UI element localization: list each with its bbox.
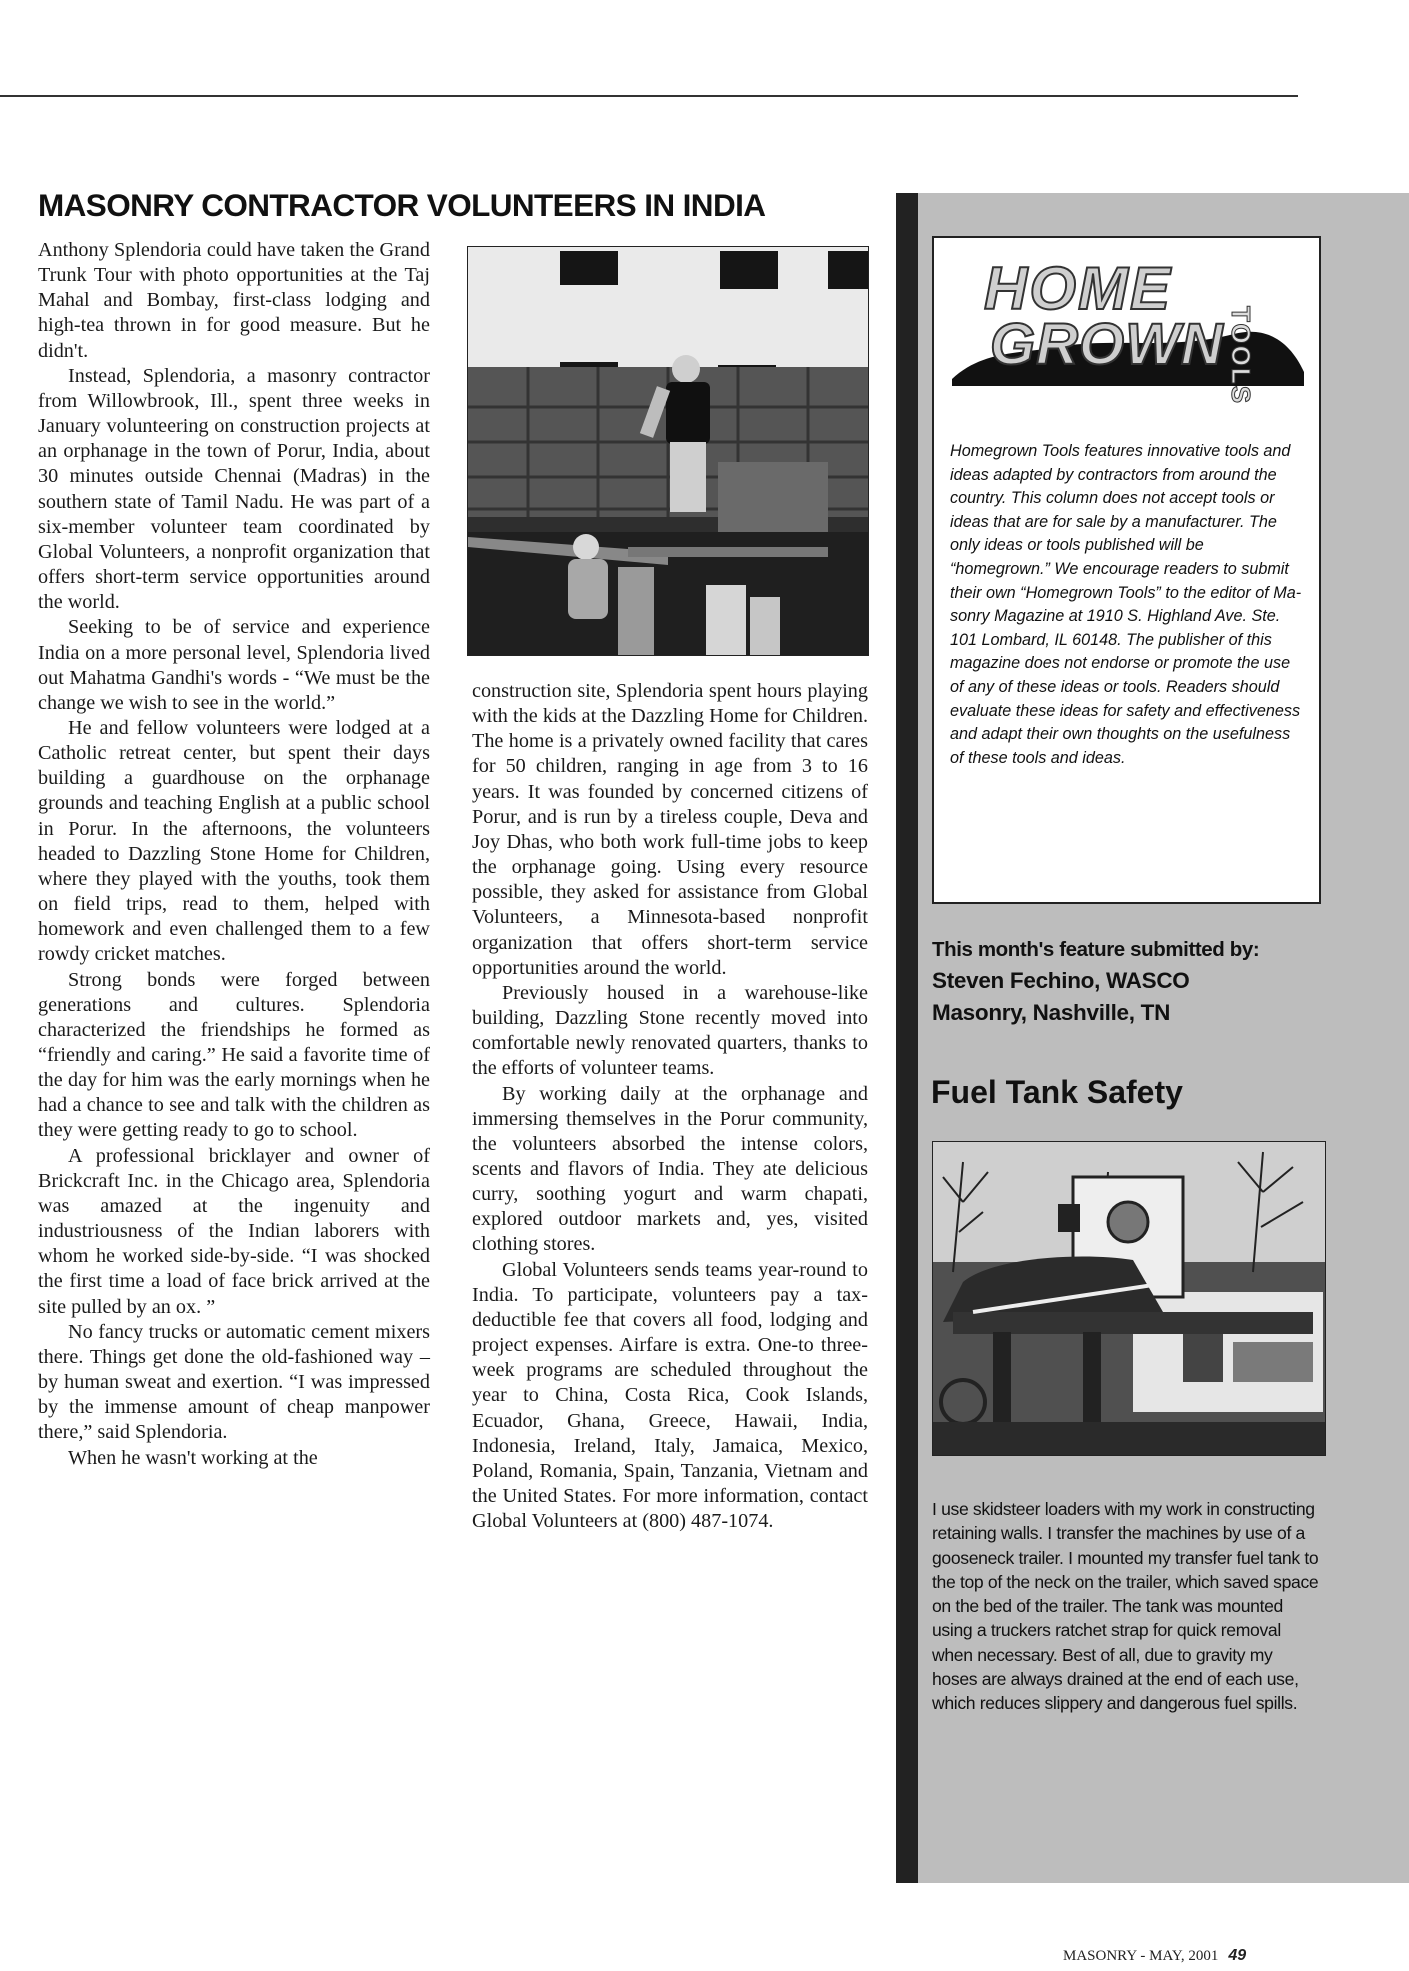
paragraph: Strong bonds were forged between generations and cultures. Splendoria characterized the friendships he formed as “friendly and caring.” He said a favorite time of the day for him was the early mornings when he had a chance to see and talk with the children as they were getting ready to go to school. [38,968,430,1142]
paragraph: Seeking to be of service and experience India on a more personal level, Splendoria lived out Mahatma Gandhi's words - “We must be the change we wish to see in the world.” [38,616,430,714]
article-headline: MASONRY CONTRACTOR VOLUNTEERS IN INDIA [38,187,766,223]
sidebar-rule [896,193,918,1883]
paragraph: Anthony Splendoria could have taken the Grand Trunk Tour with photo opportunities at the Taj Mahal and Bombay, first-class lodging and high-tea thrown in for good measure. But he didn't. [38,239,430,362]
paragraph: Instead, Splendoria, a masonry contractor from Willowbrook, Ill., spent three weeks in January volunteering on construction projects at an orphanage in the town of Porur, India, about 30 minutes outside Chennai (Madras) in the southern state of Tamil Nadu. He was part of a six-member volunteer team coordinated by Global Volunteers, a nonprofit organization that offers short-term service opportunities around the world. [38,364,430,614]
page-footer [1063,1947,1246,1965]
paragraph: No fancy trucks or automatic cement mixers there. Things get done the old-fashioned way – by human sweat and exertion. “I was impressed by the immense amount of cheap manpower there,” said Splendoria. [38,1320,430,1444]
submitted-label: This month's feature submitted by: [932,938,1260,961]
fuel-tank-trailer-photo [932,1141,1326,1456]
top-rule [0,95,1298,97]
homegrown-intro: Homegrown Tools features innovative tools and ideas adapted by contractors from around the country. This column does not accept tools or ideas that are for sale by a manufacturer. The only ideas or tools published will be “homegrown.” We encourage readers to submit their own “Homegrown Tools” to the editor of Masonry Magazine at 1910 S. Highland Ave. Ste. 101 Lombard, IL 60148. The publisher of this magazine does not endorse or promote the use of any of these ideas or tools. Readers should evaluate these ideas for safety and effectiveness and adapt their own thoughts on the usefulness of these tools and ideas. [950,442,1302,767]
paragraph: A professional bricklayer and owner of Brickcraft Inc. in the Chicago area, Splendoria was amazed at the ingenuity and industriousness of the Indian laborers with whom he worked side-by-side. “I was shocked the first time a load of face brick arrived at the site pulled by an ox. ” [38,1144,430,1318]
paragraph: He and fellow volunteers were lodged at a Catholic retreat center, but spent their days building a guardhouse on the orphanage grounds and teaching English at a public school in Porur. In the afternoons, the volunteers headed to Dazzling Stone Home for Children, where they played with the youths, took them on field trips, read to them, helped with homework and even challenged them to a few rowdy cricket matches. [38,716,430,966]
paragraph: construction site, Splendoria spent hours playing with the kids at the Dazzling Home for Children. The home is a privately owned facility that cares for 50 children, ranging in age from 3 to 16 years. It was founded by concerned citizens of Porur, and is run by a tireless couple, Deva and Joy Dhas, who both work full-time jobs to keep the orphanage going. Using every resource possible, they asked for assistance from Global Volunteers, a Minnesota-based nonprofit organization that offers short-term service opportunities around the world. [472,680,868,979]
homegrown-logo-text: HOME GROWN [984,255,1224,377]
feature-title: Fuel Tank Safety [931,1074,1183,1110]
homegrown-tools-box [932,236,1321,904]
paragraph: Previously housed in a warehouse-like building, Dazzling Stone recently moved into comfortable newly renovated quarters, thanks to the efforts of volunteer teams. [472,981,868,1080]
submitted-by [932,935,1352,1029]
submitter-line-1: Steven Fechino, WASCO [932,968,1190,993]
india-construction-photo [467,246,869,656]
article-column-2 [472,679,868,1534]
homegrown-tools-logo [944,254,1310,406]
tools-logo-text: TOOLS [1226,306,1256,406]
footer-publication: MASONRY - MAY, 2001 [1063,1948,1219,1964]
page-number: 49 [1228,1947,1247,1964]
paragraph: By working daily at the orphanage and immersing themselves in the Porur community, the volunteers absorbed the intense colors, scents and flavors of India. They ate delicious curry, soothing yogurt and warm chapati, explored outdoor markets and, yes, visited clothing stores. [472,1082,868,1256]
submitter-line-2: Masonry, Nashville, TN [932,1000,1171,1025]
feature-body: I use skidsteer loaders with my work in constructing retaining walls. I transfer the machines by use of a gooseneck trailer. I mounted my transfer fuel tank to the top of the neck on the trailer, which saved space on the bed of the trailer. The tank was mounted using a truckers ratchet strap for quick removal when necessary. Best of all, due to gravity my hoses are always drained at the end of each use, which reduces slippery and dangerous fuel spills. [932,1499,1319,1714]
article-column-1 [38,238,430,1471]
paragraph: Global Volunteers sends teams year-round to India. To participate, volunteers pay a tax-deductible fee that covers all food, lodging and project expenses. Airfare is extra. One-to three-week programs are scheduled throughout the year to China, Costa Rica, Cook Islands, Ecuador, Ghana, Greece, Hawaii, India, Indonesia, Ireland, Italy, Jamaica, Mexico, Poland, Romania, Spain, Tanzania, Vietnam and the United States. For more information, contact Global Volunteers at (800) 487-1074. [472,1258,868,1533]
paragraph: When he wasn't working at the [68,1446,318,1469]
